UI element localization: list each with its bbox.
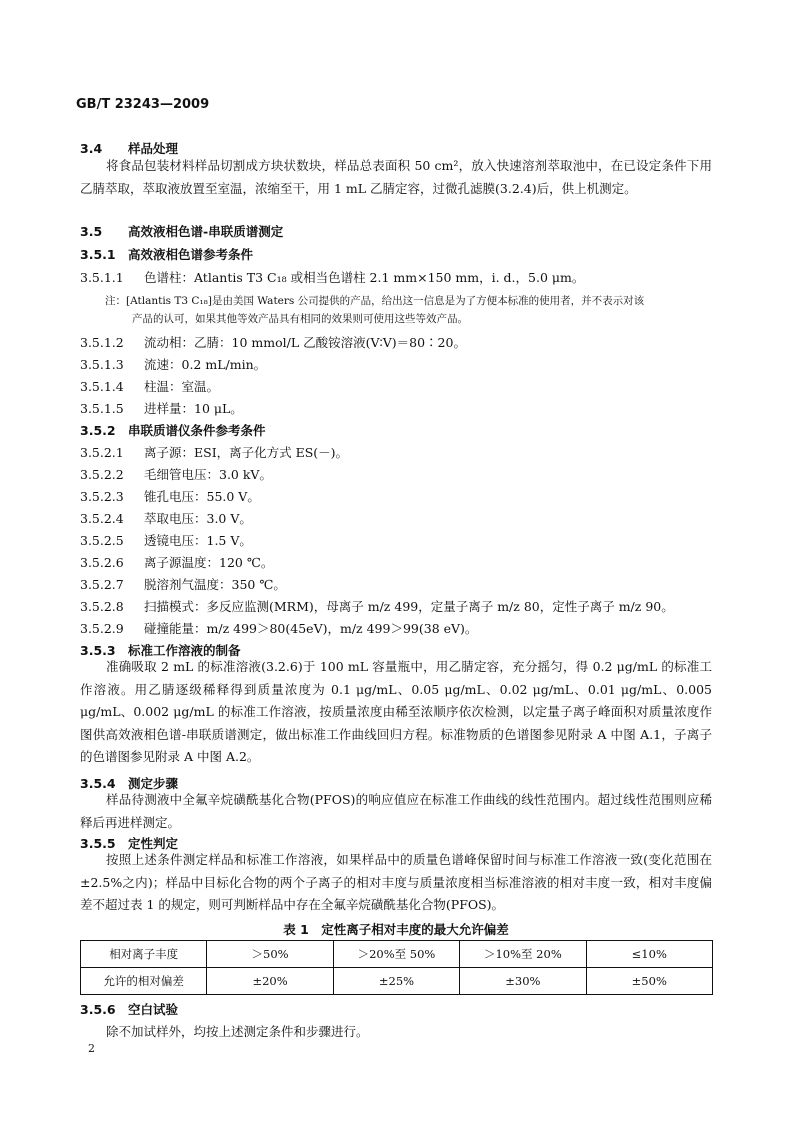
note-line-2: 产品的认可，如果其他等效产品具有相同的效果则可使用这些等效产品。 (132, 313, 468, 325)
item-3-5-2-4 (80, 509, 252, 527)
item-number: 3.5.1.2 (80, 335, 124, 350)
item-text: 毛细管电压：3.0 kV。 (144, 467, 272, 482)
item-text: 透镜电压：1.5 V。 (144, 533, 252, 548)
item-3-5-2-7 (80, 575, 286, 593)
section-title: 高效液相色谱-串联质谱测定 (128, 224, 284, 239)
item-3-5-2-1 (80, 443, 348, 461)
table-1 (80, 940, 713, 995)
section-title: 定性判定 (128, 836, 179, 851)
item-text: 离子源：ESI，离子化方式 ES(－)。 (144, 445, 349, 460)
item-3-5-1-3 (80, 355, 266, 373)
item-3-5-1-1 (80, 268, 584, 286)
item-text: 进样量：10 μL。 (144, 401, 243, 416)
section-number: 3.5.3 (80, 643, 116, 658)
section-title: 标准工作溶液的制备 (128, 643, 241, 658)
section-number: 3.5.4 (80, 776, 116, 791)
item-text: 离子源温度：120 ℃。 (144, 555, 274, 570)
section-3-5-6-heading (80, 1000, 178, 1018)
item-number: 3.5.2.1 (80, 445, 124, 460)
item-text: 碰撞能量：m/z 499＞80(45eV)，m/z 499＞99(38 eV)。 (144, 621, 478, 636)
page-number: 2 (88, 1042, 95, 1055)
section-number: 3.5 (80, 224, 103, 239)
item-number: 3.5.2.9 (80, 621, 124, 636)
item-text: 扫描模式：多反应监测(MRM)，母离子 m/z 499，定量子离子 m/z 80，定性子离子 m/z 90。 (144, 599, 674, 614)
item-text: 萃取电压：3.0 V。 (144, 511, 252, 526)
item-number: 3.5.2.6 (80, 555, 124, 570)
item-text: 脱溶剂气温度：350 ℃。 (144, 577, 286, 592)
item-3-5-2-8 (80, 597, 674, 615)
item-3-5-2-6 (80, 553, 273, 571)
item-number: 3.5.1.4 (80, 379, 124, 394)
section-number: 3.5.2 (80, 423, 116, 438)
item-text: 色谱柱：Atlantis T3 C₁₈ 或相当色谱柱 2.1 mm×150 mm，i. d.，5.0 μm。 (144, 270, 585, 285)
item-number: 3.5.2.2 (80, 467, 124, 482)
section-title: 样品处理 (128, 141, 179, 156)
section-title: 高效液相色谱参考条件 (128, 247, 254, 262)
item-3-5-1-4 (80, 377, 219, 395)
item-number: 3.5.2.4 (80, 511, 124, 526)
section-3-5-5-paragraph: 按照上述条件测定样品和标准工作溶液，如果样品中的质量色谱峰保留时间与标准工作溶液一致(变化范围在±2.5%之内)；样品中目标化合物的两个子离子的相对丰度与质量浓度相当标准溶液的相对丰度一致，相对丰度偏差不超过表 1 的规定，则可判断样品中存在全氟辛烷磺酰基化合物(PFOS)。 (80, 852, 712, 912)
item-3-5-2-3 (80, 487, 260, 505)
table-cell: ±25% (333, 968, 459, 995)
section-3-5-4-paragraph: 样品待测液中全氟辛烷磺酰基化合物(PFOS)的响应值应在标准工作曲线的线性范围内。超过线性范围则应稀释后再进样测定。 (80, 792, 712, 830)
table-row (81, 941, 713, 968)
item-number: 3.5.2.5 (80, 533, 124, 548)
section-title: 串联质谱仪条件参考条件 (128, 423, 266, 438)
table-cell: ±50% (586, 968, 712, 995)
table-cell: ±20% (207, 968, 333, 995)
section-number: 3.5.5 (80, 836, 116, 851)
table-cell: ＞50% (207, 941, 333, 968)
item-text: 流动相：乙腈：10 mmol/L 乙酸铵溶液(V∶V)＝80∶20。 (144, 335, 466, 350)
item-number: 3.5.1.5 (80, 401, 124, 416)
item-number: 3.5.1.1 (80, 270, 124, 285)
section-title: 测定步骤 (128, 776, 179, 791)
table-cell: ＞10%至 20% (460, 941, 586, 968)
table-row (81, 968, 713, 995)
item-number: 3.5.2.7 (80, 577, 124, 592)
table-cell: ＞20%至 50% (333, 941, 459, 968)
section-3-5-2-heading (80, 421, 266, 439)
section-3-5-6-paragraph: 除不加试样外，均按上述测定条件和步骤进行。 (106, 1024, 369, 1039)
item-number: 3.5.2.8 (80, 599, 124, 614)
table-cell: ≤10% (586, 941, 712, 968)
item-3-5-1-2 (80, 333, 466, 351)
item-number: 3.5.1.3 (80, 357, 124, 372)
section-title: 空白试验 (128, 1002, 179, 1017)
section-number: 3.5.6 (80, 1002, 116, 1017)
standard-number: GB/T 23243—2009 (76, 97, 210, 112)
item-text: 锥孔电压：55.0 V。 (144, 489, 260, 504)
item-text: 柱温：室温。 (144, 379, 220, 394)
table-caption: 表 1 定性离子相对丰度的最大允许偏差 (283, 922, 509, 937)
section-number: 3.4 (80, 141, 103, 156)
item-3-5-2-5 (80, 531, 252, 549)
item-3-5-1-5 (80, 399, 243, 417)
item-3-5-2-9 (80, 619, 477, 637)
table-cell: 相对离子丰度 (81, 941, 207, 968)
item-number: 3.5.2.3 (80, 489, 124, 504)
table-cell: ±30% (460, 968, 586, 995)
section-3-5-1-heading (80, 245, 253, 263)
note-line-1: 注：[Atlantis T3 C₁₈]是由美国 Waters 公司提供的产品，给出这一信息是为了方便本标准的使用者，并不表示对该 (105, 295, 645, 307)
section-3-4-paragraph: 将食品包装材料样品切割成方块状数块，样品总表面积 50 cm²，放入快速溶剂萃取池中，在已设定条件下用乙腈萃取，萃取液放置至室温，浓缩至干，用 1 mL 乙腈定容，过微孔滤膜(3.2.4)后，供上机测定。 (80, 158, 712, 196)
section-number: 3.5.1 (80, 247, 116, 262)
section-3-5-3-paragraph: 准确吸取 2 mL 的标准溶液(3.2.6)于 100 mL 容量瓶中，用乙腈定容，充分摇匀，得 0.2 μg/mL 的标准工作溶液。用乙腈逐级稀释得到质量浓度为 0.1 μg/mL、0.05 μg/mL、0.02 μg/mL、0.01 μg/mL、0.005 μg/mL、0.002 μg/mL 的标准工作溶液，按质量浓度由稀至浓顺序依次检测，以定量子离子峰面积对质量浓度作图供高效液相色谱-串联质谱测定，做出标准工作曲线回归方程。标准物质的色谱图参见附录 A 中图 A.1，子离子的色谱图参见附录 A 中图 A.2。 (80, 659, 712, 764)
section-3-5-heading (80, 222, 283, 240)
item-3-5-2-2 (80, 465, 272, 483)
table-cell: 允许的相对偏差 (81, 968, 207, 995)
item-text: 流速：0.2 mL/min。 (144, 357, 267, 372)
